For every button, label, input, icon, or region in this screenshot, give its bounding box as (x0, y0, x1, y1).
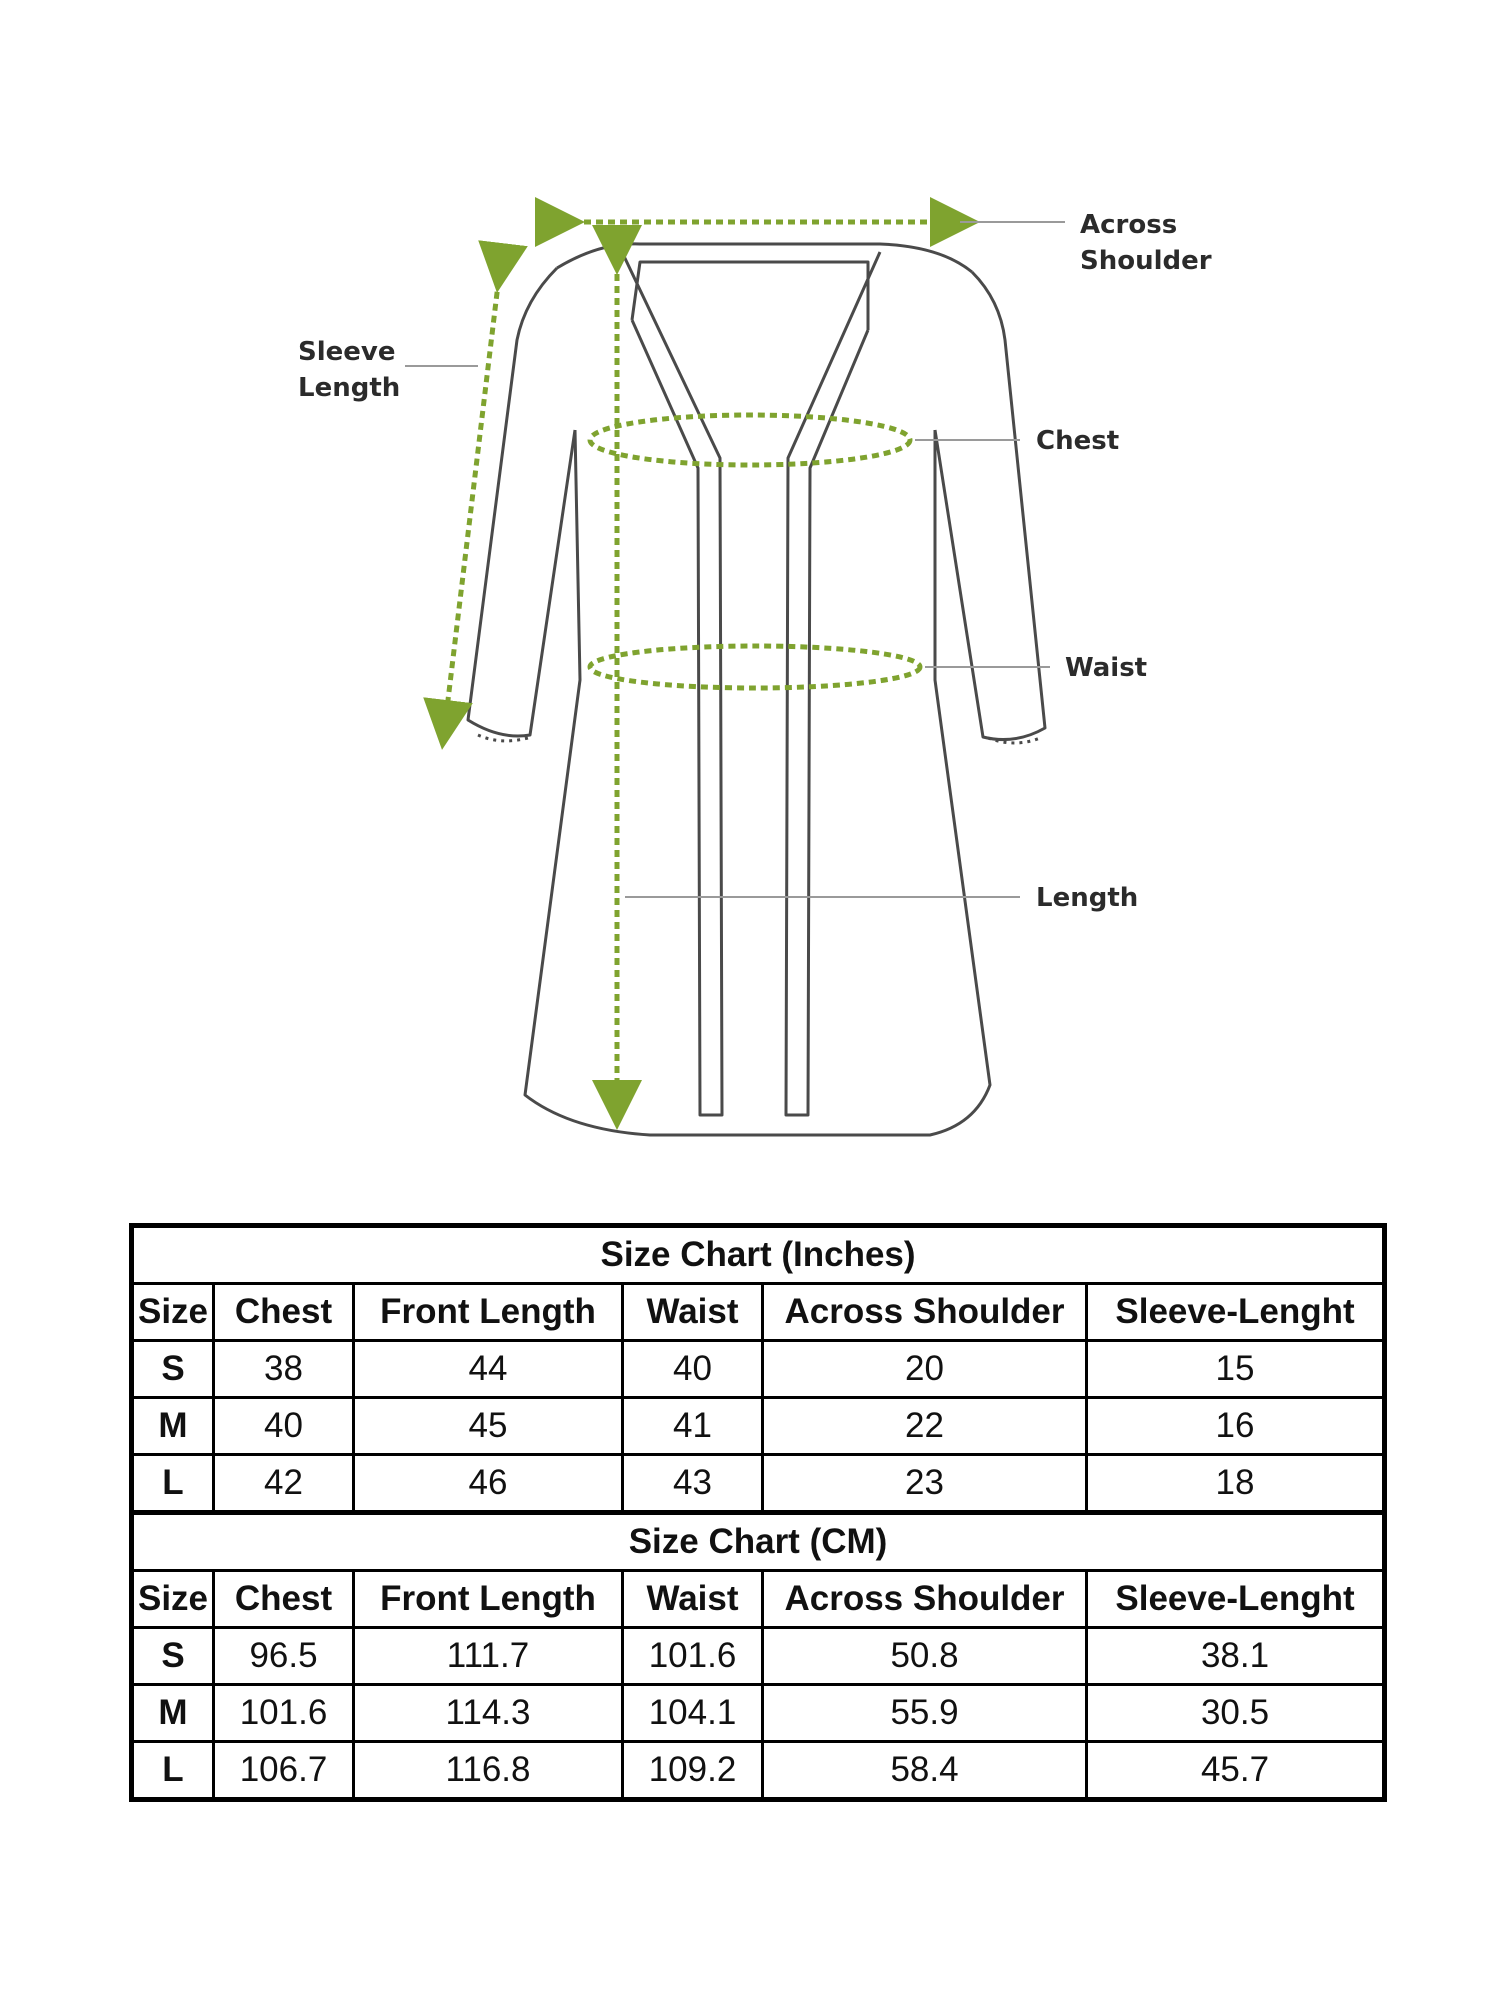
table-row (132, 1398, 1385, 1455)
left-body-side (525, 430, 990, 1135)
size-cell: M (132, 1685, 214, 1742)
table-cell: 42 (214, 1455, 354, 1513)
label-sleeve-length-2: Length (298, 373, 401, 403)
table-cell: 16 (1087, 1398, 1385, 1455)
column-header: Chest (214, 1284, 354, 1341)
column-header: Waist (623, 1284, 763, 1341)
table-cell: 22 (763, 1398, 1087, 1455)
label-sleeve-length-1: Sleeve (298, 337, 396, 367)
table-cell: 114.3 (354, 1685, 623, 1742)
table-cell: 55.9 (763, 1685, 1087, 1742)
table-cell: 38 (214, 1341, 354, 1398)
table-title: Size Chart (Inches) (132, 1226, 1385, 1284)
column-header: Across Shoulder (763, 1571, 1087, 1628)
column-header: Across Shoulder (763, 1284, 1087, 1341)
label-waist: Waist (1065, 653, 1148, 683)
size-cell: M (132, 1398, 214, 1455)
table-cell: 41 (623, 1398, 763, 1455)
size-cell: S (132, 1341, 214, 1398)
table-cell: 40 (214, 1398, 354, 1455)
table-cell: 45.7 (1087, 1742, 1385, 1800)
table-cell: 58.4 (763, 1742, 1087, 1800)
table-header-row (132, 1284, 1385, 1341)
left-sleeve (468, 268, 575, 736)
column-header: Sleeve-Lenght (1087, 1284, 1385, 1341)
size-cell: S (132, 1628, 214, 1685)
size-chart-table (129, 1223, 1387, 1802)
label-across-shoulder-1: Across (1080, 210, 1178, 240)
table-row (132, 1685, 1385, 1742)
table-cell: 116.8 (354, 1742, 623, 1800)
label-across-shoulder-2: Shoulder (1080, 246, 1212, 276)
table-cell: 20 (763, 1341, 1087, 1398)
size-cell: L (132, 1455, 214, 1513)
table-cell: 45 (354, 1398, 623, 1455)
table-row (132, 1455, 1385, 1513)
column-header: Front Length (354, 1571, 623, 1628)
neckline (632, 262, 868, 330)
table-row (132, 1742, 1385, 1800)
table-title: Size Chart (CM) (132, 1513, 1385, 1571)
table-cell: 104.1 (623, 1685, 763, 1742)
table-cell: 106.7 (214, 1742, 354, 1800)
waist-measure (590, 646, 920, 688)
table-cell: 43 (623, 1455, 763, 1513)
table-cell: 101.6 (623, 1628, 763, 1685)
size-chart-tables (129, 1223, 1382, 1802)
table-cell: 30.5 (1087, 1685, 1385, 1742)
table-cell: 38.1 (1087, 1628, 1385, 1685)
table-cell: 23 (763, 1455, 1087, 1513)
table-cell: 15 (1087, 1341, 1385, 1398)
table-cell: 40 (623, 1341, 763, 1398)
table-cell: 96.5 (214, 1628, 354, 1685)
table-header-row (132, 1571, 1385, 1628)
leader-lines (405, 222, 1065, 897)
table-row (132, 1341, 1385, 1398)
column-header: Front Length (354, 1284, 623, 1341)
sleeve-length-arrow (445, 268, 500, 725)
table-cell: 111.7 (354, 1628, 623, 1685)
table-row (132, 1628, 1385, 1685)
column-header: Sleeve-Lenght (1087, 1571, 1385, 1628)
left-placket (622, 252, 722, 1115)
table-cell: 101.6 (214, 1685, 354, 1742)
table-cell: 44 (354, 1341, 623, 1398)
table-cell: 109.2 (623, 1742, 763, 1800)
size-cell: L (132, 1742, 214, 1800)
table-title-row (132, 1513, 1385, 1571)
table-cell: 18 (1087, 1455, 1385, 1513)
table-cell: 46 (354, 1455, 623, 1513)
right-sleeve (935, 272, 1045, 740)
garment-outline (468, 244, 1045, 1135)
column-header: Size (132, 1284, 214, 1341)
column-header: Chest (214, 1571, 354, 1628)
size-chart-body (132, 1226, 1385, 1800)
column-header: Waist (623, 1571, 763, 1628)
label-chest: Chest (1036, 426, 1120, 456)
column-header: Size (132, 1571, 214, 1628)
chest-measure (590, 415, 910, 465)
table-title-row (132, 1226, 1385, 1284)
label-length: Length (1036, 883, 1139, 913)
table-cell: 50.8 (763, 1628, 1087, 1685)
